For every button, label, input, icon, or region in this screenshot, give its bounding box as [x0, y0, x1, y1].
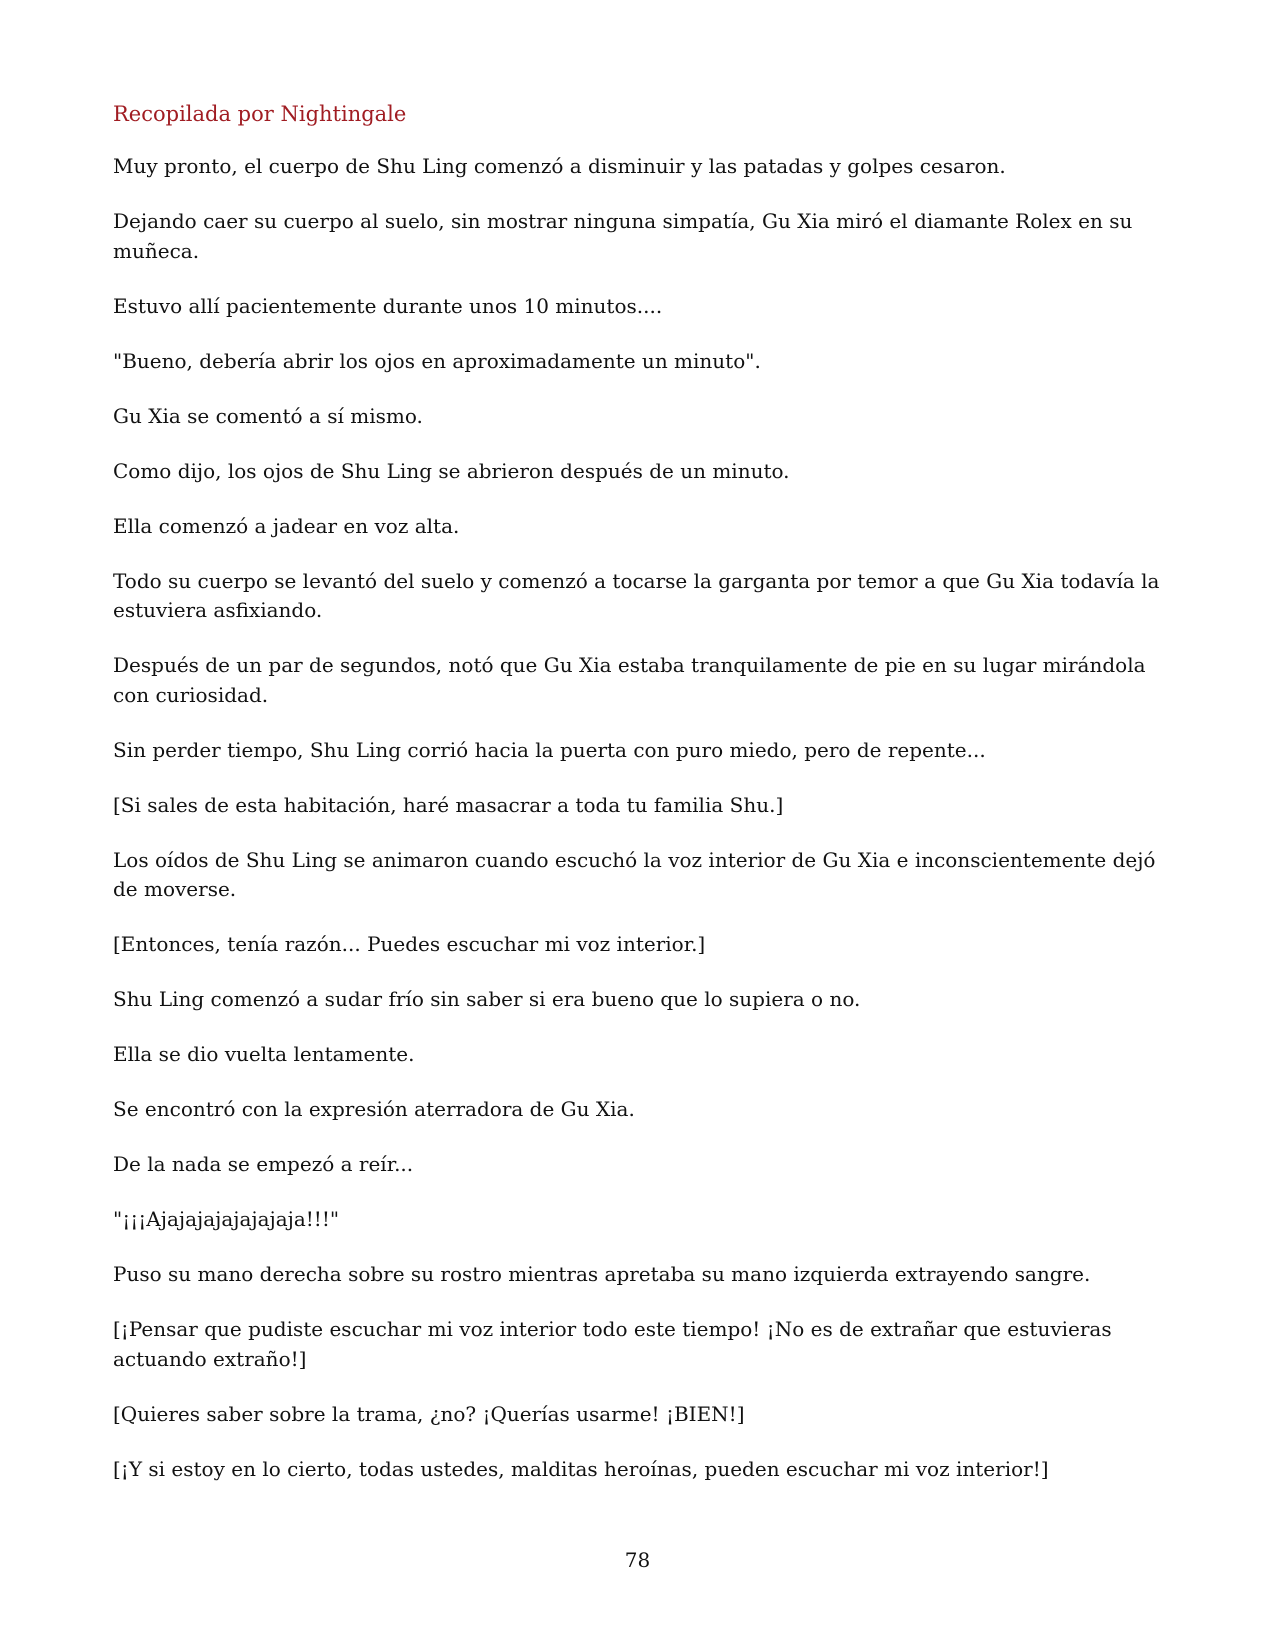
page-number: 78: [624, 1548, 651, 1572]
paragraph: Muy pronto, el cuerpo de Shu Ling comenzó a disminuir y las patadas y golpes cesaron.: [113, 154, 1006, 178]
paragraph: "Bueno, debería abrir los ojos en aproximadamente un minuto".: [113, 348, 761, 373]
page-header: Recopilada por Nightingale: [113, 102, 407, 126]
paragraph: [Entonces, tenía razón... Puedes escuchar mi voz interior.]: [113, 932, 706, 956]
paragraph: Se encontró con la expresión aterradora de Gu Xia.: [113, 1097, 635, 1121]
paragraph: [Si sales de esta habitación, haré masacrar a toda tu familia Shu.]: [113, 792, 784, 817]
paragraph: Ella se dio vuelta lentamente.: [113, 1042, 415, 1066]
paragraph: Después de un par de segundos, notó que Gu Xia estaba tranquilamente de pie en su lugar mirándola con curiosidad.: [113, 653, 1146, 707]
paragraph: [¡Pensar que pudiste escuchar mi voz interior todo este tiempo! ¡No es de extrañar que estuvieras actuando extraño!]: [113, 1317, 1112, 1371]
paragraph: Todo su cuerpo se levantó del suelo y comenzó a tocarse la garganta por temor a que Gu Xia todavía la estuviera asfixiando.: [113, 568, 1160, 622]
paragraph: Sin perder tiempo, Shu Ling corrió hacia la puerta con puro miedo, pero de repente...: [113, 737, 986, 762]
paragraph: Los oídos de Shu Ling se animaron cuando escuchó la voz interior de Gu Xia e inconscientemente dejó de moverse.: [113, 847, 1156, 901]
paragraph: Como dijo, los ojos de Shu Ling se abrieron después de un minuto.: [113, 458, 790, 483]
paragraph: Puso su mano derecha sobre su rostro mientras apretaba su mano izquierda extrayendo sangre.: [113, 1262, 1091, 1286]
paragraph: Gu Xia se comentó a sí mismo.: [113, 403, 423, 428]
paragraph: Ella comenzó a jadear en voz alta.: [113, 513, 460, 538]
paragraph: [¡Y si estoy en lo cierto, todas ustedes, malditas heroínas, pueden escuchar mi voz interior!]: [113, 1456, 1049, 1481]
paragraph: Shu Ling comenzó a sudar frío sin saber si era bueno que lo supiera o no.: [113, 987, 861, 1011]
paragraph: "¡¡¡Ajajajajajajajaja!!!": [113, 1207, 340, 1231]
paragraph: Estuvo allí pacientemente durante unos 10 minutos....: [113, 293, 663, 318]
paragraph: Dejando caer su cuerpo al suelo, sin mostrar ninguna simpatía, Gu Xia miró el diamante Rolex en su muñeca.: [113, 209, 1133, 263]
paragraph: [Quieres saber sobre la trama, ¿no? ¡Querías usarme! ¡BIEN!]: [113, 1401, 745, 1426]
body-text: [113, 152, 1163, 1510]
paragraph: De la nada se empezó a reír...: [113, 1152, 414, 1176]
